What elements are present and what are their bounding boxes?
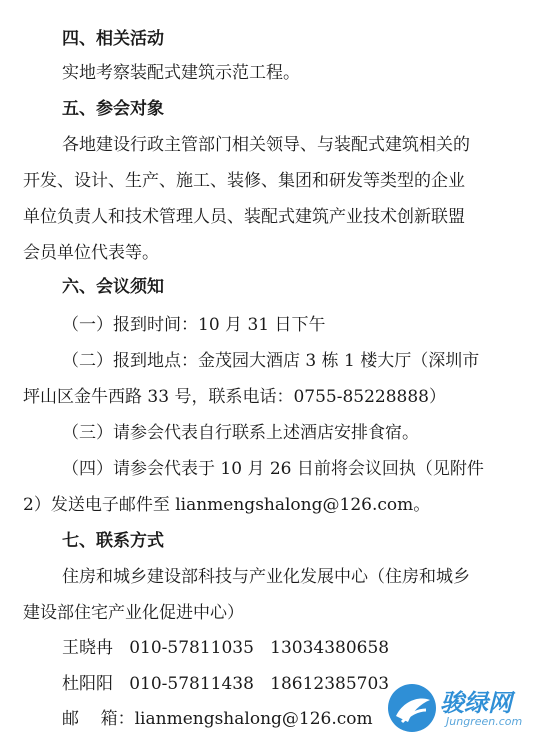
attendees-text-line-1: 各地建设行政主管部门相关领导、与装配式建筑相关的 <box>62 135 470 155</box>
notice-item-2-line-2: 坪山区金牛西路 33 号，联系电话：0755-85228888） <box>23 387 446 407</box>
section-heading-activities: 四、相关活动 <box>62 29 164 49</box>
notice-item-3: （三）请参会代表自行联系上述酒店安排食宿。 <box>62 423 419 443</box>
contact-email: 邮 箱：lianmengshalong@126.com <box>62 709 373 729</box>
attendees-text-line-2: 开发、设计、生产、施工、装修、集团和研发等类型的企业 <box>23 171 465 191</box>
site-watermark <box>386 680 536 742</box>
section-heading-contact: 七、联系方式 <box>62 531 164 551</box>
notice-item-1: （一）报到时间：10 月 31 日下午 <box>62 315 326 335</box>
notice-item-4-line-1: （四）请参会代表于 10 月 26 日前将会议回执（见附件 <box>62 459 484 479</box>
attendees-text-line-3: 单位负责人和技术管理人员、装配式建筑产业技术创新联盟 <box>23 207 465 227</box>
notice-item-2-line-1: （二）报到地点：金茂园大酒店 3 栋 1 楼大厅（深圳市 <box>62 351 480 371</box>
watermark-name: 骏绿网 <box>440 689 512 717</box>
contact-person-1: 王晓冉 010-57811035 13034380658 <box>62 638 390 658</box>
attendees-text-line-4: 会员单位代表等。 <box>23 243 159 263</box>
watermark-domain: Jungreen.com <box>446 715 523 728</box>
notice-item-4-line-2: 2）发送电子邮件至 lianmengshalong@126.com。 <box>23 495 431 515</box>
contact-person-2: 杜阳阳 010-57811438 18612385703 <box>62 674 390 694</box>
section-heading-attendees: 五、参会对象 <box>62 99 164 119</box>
activities-text: 实地考察装配式建筑示范工程。 <box>62 63 300 83</box>
leaf-swirl-icon <box>386 682 438 734</box>
contact-org-line-1: 住房和城乡建设部科技与产业化发展中心（住房和城乡 <box>62 567 470 587</box>
contact-org-line-2: 建设部住宅产业化促进中心） <box>23 603 244 623</box>
section-heading-notice: 六、会议须知 <box>62 277 164 297</box>
